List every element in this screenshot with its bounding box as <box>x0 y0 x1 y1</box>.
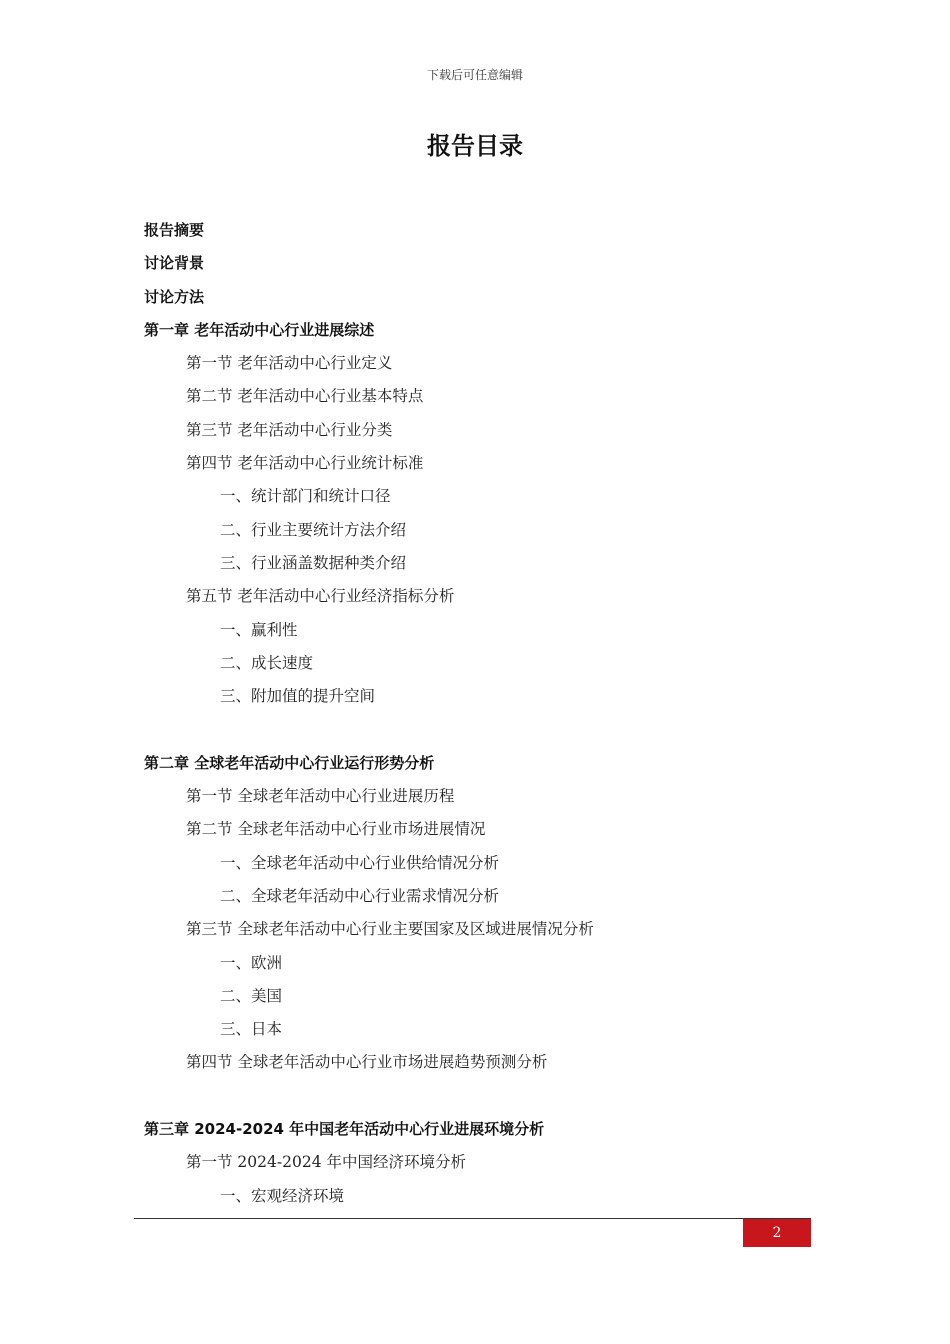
toc-subsection[interactable]: 一、全球老年活动中心行业供给情况分析 <box>220 853 500 872</box>
toc-section[interactable]: 第五节 老年活动中心行业经济指标分析 <box>186 587 455 606</box>
toc-chapter[interactable]: 第二章 全球老年活动中心行业运行形势分析 <box>144 753 435 772</box>
toc-subsection[interactable]: 一、统计部门和统计口径 <box>220 487 391 506</box>
footer-divider <box>134 1218 811 1219</box>
toc-section[interactable]: 第三节 老年活动中心行业分类 <box>186 420 393 439</box>
toc-section[interactable]: 第一节 2024-2024 年中国经济环境分析 <box>186 1153 466 1172</box>
toc-chapter[interactable]: 讨论背景 <box>144 254 205 273</box>
toc-chapter[interactable]: 报告摘要 <box>144 221 205 239</box>
toc-chapter[interactable]: 讨论方法 <box>144 287 205 306</box>
toc-section[interactable]: 第二节 全球老年活动中心行业市场进展情况 <box>186 820 486 839</box>
toc-section[interactable]: 第三节 全球老年活动中心行业主要国家及区域进展情况分析 <box>186 920 594 939</box>
toc-section[interactable]: 第一节 老年活动中心行业定义 <box>186 354 393 373</box>
toc-section[interactable]: 第四节 全球老年活动中心行业市场进展趋势预测分析 <box>186 1053 548 1072</box>
page-number-badge: 2 <box>743 1219 811 1247</box>
page-title: 报告目录 <box>427 132 523 160</box>
toc-subsection[interactable]: 二、全球老年活动中心行业需求情况分析 <box>220 886 500 905</box>
toc-section[interactable]: 第二节 老年活动中心行业基本特点 <box>186 387 424 406</box>
toc-chapter[interactable]: 第一章 老年活动中心行业进展综述 <box>144 320 375 339</box>
toc-subsection[interactable]: 一、宏观经济环境 <box>220 1186 345 1205</box>
header-note: 下载后可任意编辑 <box>426 68 523 82</box>
toc-section[interactable]: 第一节 全球老年活动中心行业进展历程 <box>186 787 455 806</box>
toc-subsection[interactable]: 一、欧洲 <box>220 953 283 972</box>
toc-subsection[interactable]: 一、赢利性 <box>220 620 298 639</box>
toc-section[interactable]: 第四节 老年活动中心行业统计标准 <box>186 454 424 473</box>
table-of-contents <box>144 214 824 1213</box>
toc-subsection[interactable]: 三、附加值的提升空间 <box>220 687 376 706</box>
toc-subsection[interactable]: 二、行业主要统计方法介绍 <box>220 520 407 539</box>
toc-subsection[interactable]: 二、美国 <box>220 986 283 1005</box>
toc-subsection[interactable]: 三、行业涵盖数据种类介绍 <box>220 553 407 572</box>
toc-subsection[interactable]: 二、成长速度 <box>220 653 314 672</box>
toc-subsection[interactable]: 三、日本 <box>220 1020 283 1039</box>
toc-chapter[interactable]: 第三章 2024-2024 年中国老年活动中心行业进展环境分析 <box>144 1120 545 1139</box>
